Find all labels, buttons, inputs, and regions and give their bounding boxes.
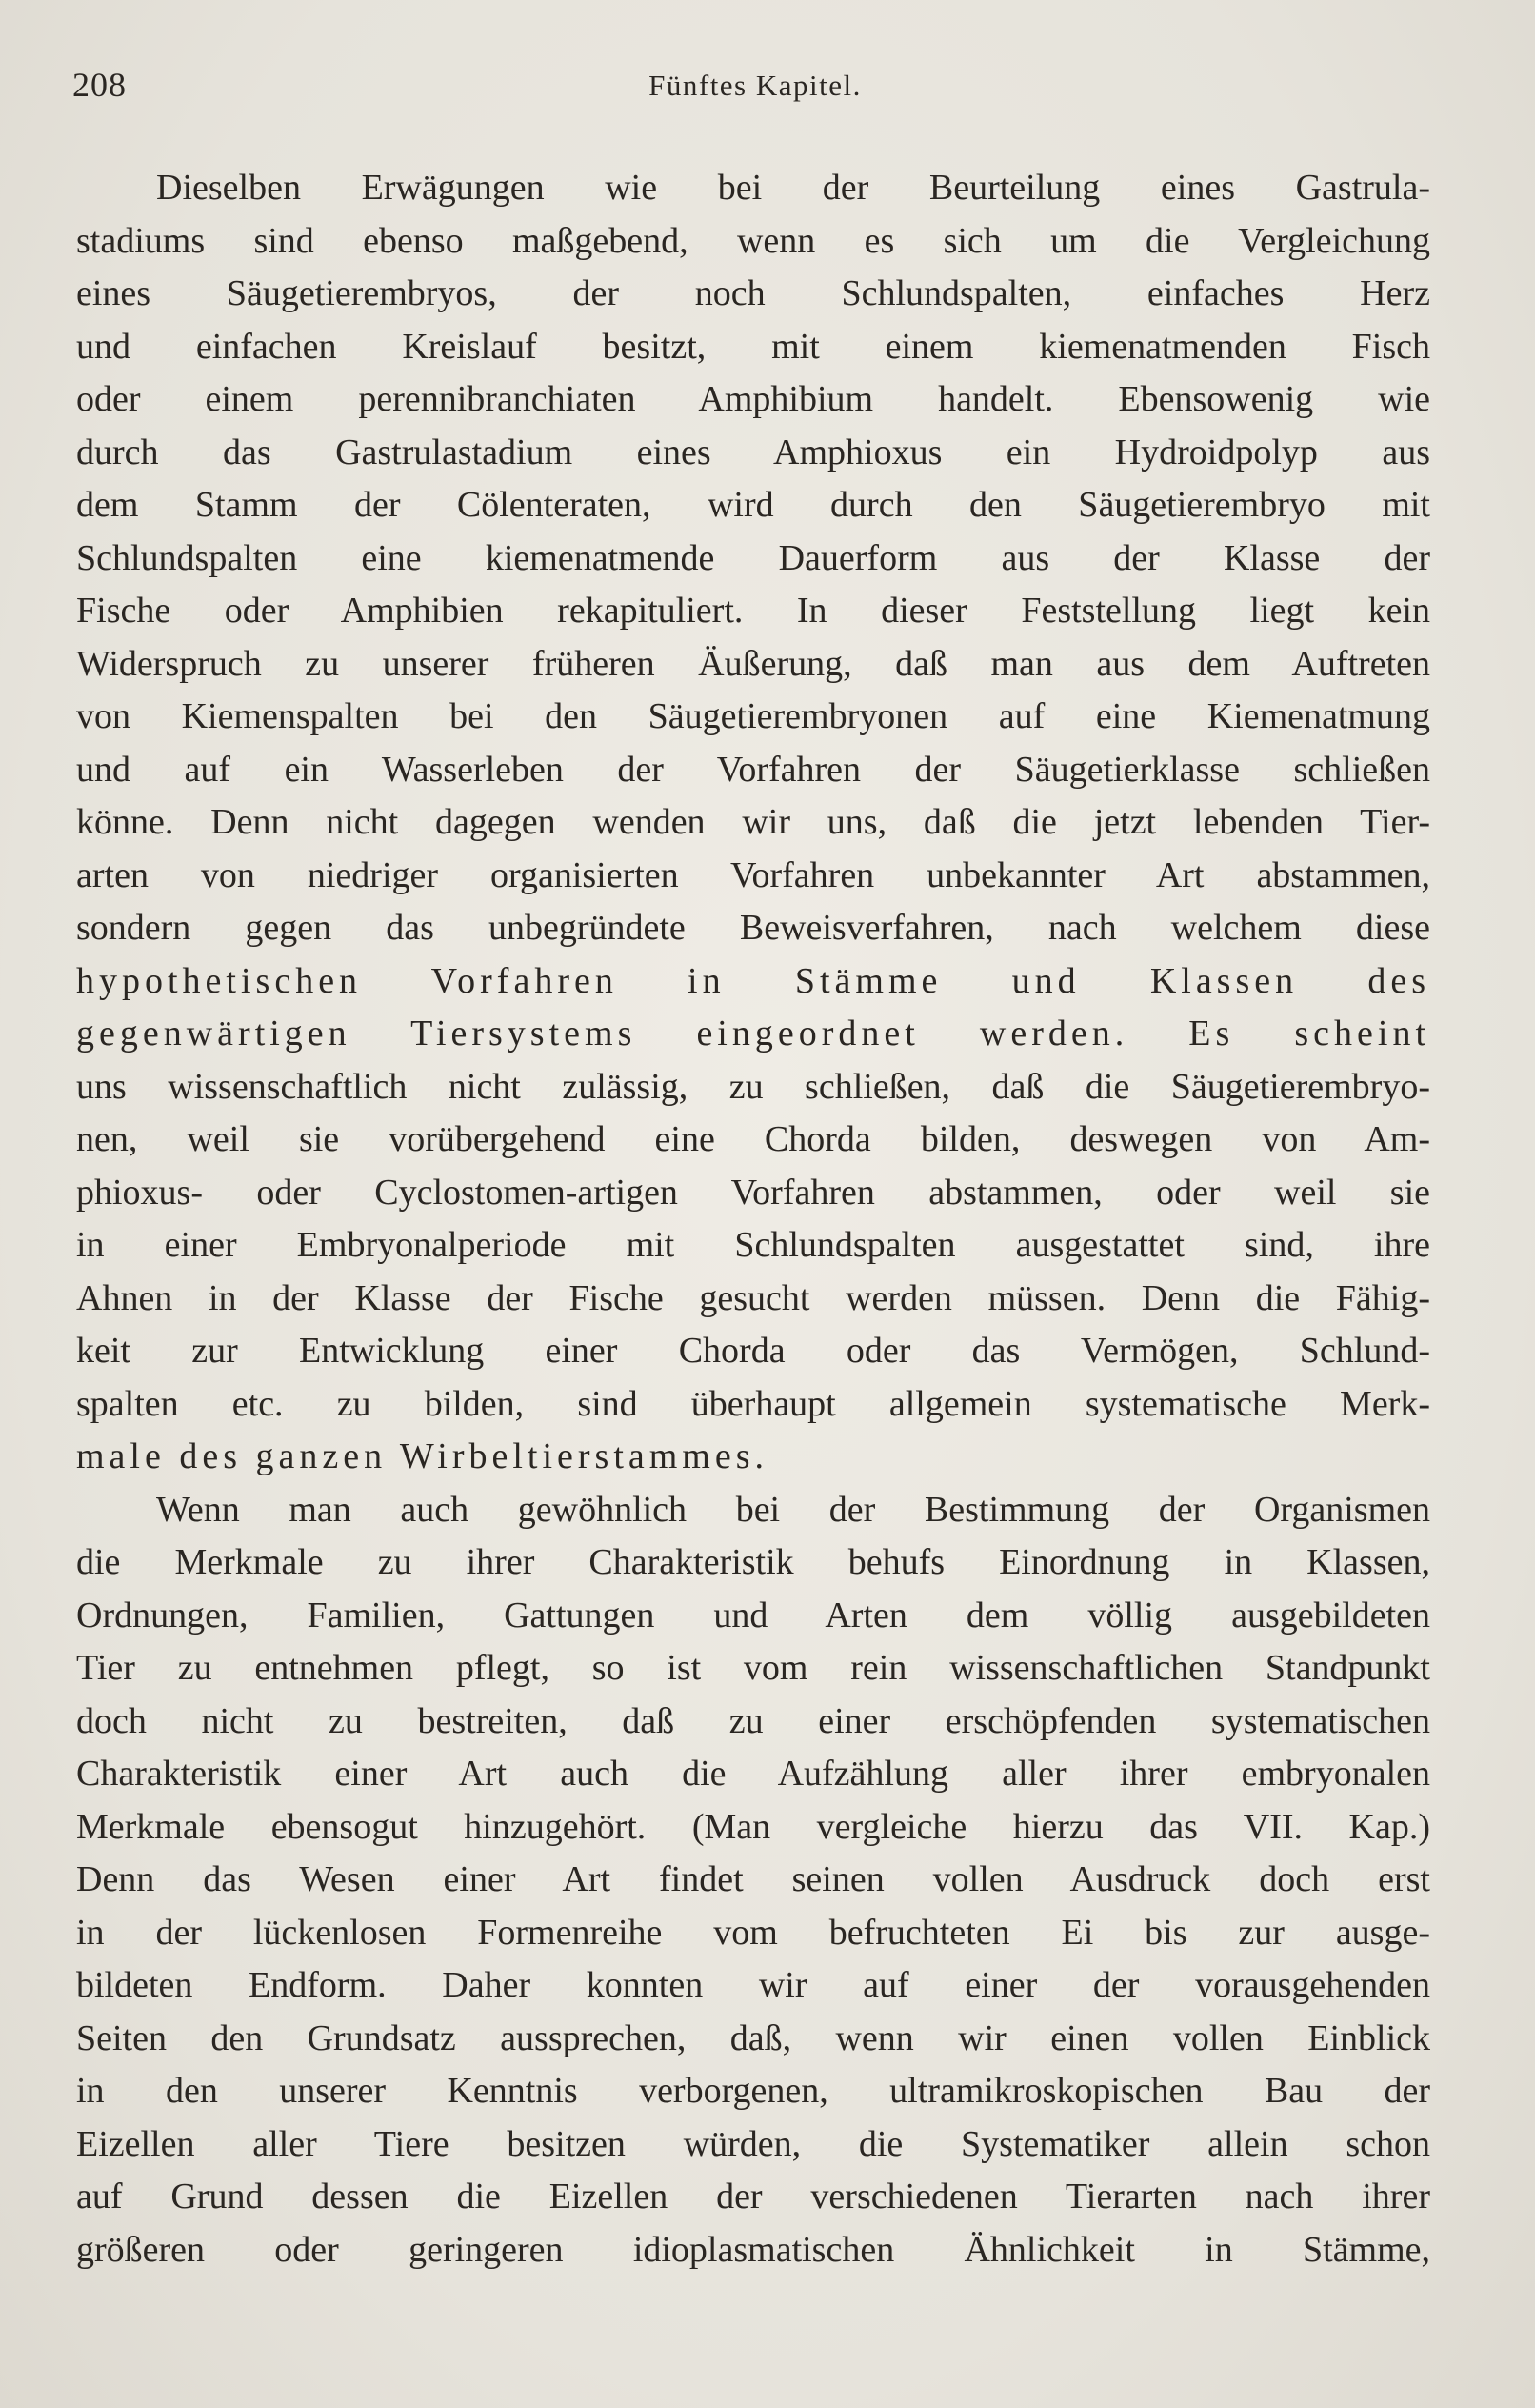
text-line: doch nicht zu bestreiten, daß zu einer erschöpfenden systematischen	[76, 1700, 1430, 1741]
text-line: die Merkmale zu ihrer Charakteristik behufs Einordnung in Klassen,	[76, 1542, 1430, 1582]
text-line: dem Stamm der Cölenteraten, wird durch den Säugetierembryo mit	[76, 485, 1430, 525]
text-line: und einfachen Kreislauf besitzt, mit einem kiemenatmenden Fisch	[76, 326, 1430, 367]
text-line: Seiten den Grundsatz aussprechen, daß, wenn wir einen vollen Einblick	[76, 2017, 1430, 2058]
text-line: Wenn man auch gewöhnlich bei der Bestimmung der Organismen	[156, 1489, 1430, 1530]
text-line-emphasis: hypothetischen Vorfahren in Stämme und Klassen des	[76, 960, 1430, 1001]
text-line: Ordnungen, Familien, Gattungen und Arten dem völlig ausgebildeten	[76, 1595, 1430, 1635]
text-line-emphasis: gegenwärtigen Tiersystems eingeordnet werden. Es scheint	[76, 1013, 1430, 1054]
text-line: keit zur Entwicklung einer Chorda oder das Vermögen, Schlund-	[76, 1331, 1430, 1371]
text-line: Ahnen in der Klasse der Fische gesucht werden müssen. Denn die Fähig-	[76, 1277, 1430, 1318]
text-line: Schlundspalten eine kiemenatmende Dauerform aus der Klasse der	[76, 537, 1430, 578]
text-line: bildeten Endform. Daher konnten wir auf einer der vorausgehenden	[76, 1965, 1430, 2005]
page-header	[72, 65, 1438, 112]
text-line: durch das Gastrulastadium eines Amphioxus ein Hydroidpolyp aus	[76, 431, 1430, 472]
text-line: Fische oder Amphibien rekapituliert. In dieser Feststellung liegt kein	[76, 591, 1430, 631]
text-line: auf Grund dessen die Eizellen der verschiedenen Tierarten nach ihrer	[76, 2177, 1430, 2217]
text-line: nen, weil sie vorübergehend eine Chorda bilden, deswegen von Am-	[76, 1119, 1430, 1159]
text-line: Eizellen aller Tiere besitzen würden, die Systematiker allein schon	[76, 2123, 1430, 2164]
text-line-emphasis: male des ganzen Wirbeltierstammes.	[76, 1436, 769, 1476]
text-line: Tier zu entnehmen pflegt, so ist vom rein wissenschaftlichen Standpunkt	[76, 1648, 1430, 1688]
page-number: 208	[72, 66, 127, 104]
text-line: spalten etc. zu bilden, sind überhaupt allgemein systematische Merk-	[76, 1383, 1430, 1424]
text-line: phioxus- oder Cyclostomen-artigen Vorfahren abstammen, oder weil sie	[76, 1172, 1430, 1213]
text-line: Merkmale ebensogut hinzugehört. (Man vergleiche hierzu das VII. Kap.)	[76, 1806, 1430, 1847]
text-line: oder einem perennibranchiaten Amphibium handelt. Ebensowenig wie	[76, 379, 1430, 419]
text-line: größeren oder geringeren idioplasmatischen Ähnlichkeit in Stämme,	[76, 2229, 1430, 2270]
paragraph-1	[76, 162, 1430, 1484]
text-line: Charakteristik einer Art auch die Aufzählung aller ihrer embryonalen	[76, 1754, 1430, 1794]
text-line: eines Säugetierembryos, der noch Schlundspalten, einfaches Herz	[76, 273, 1430, 313]
running-title: Fünftes Kapitel.	[648, 69, 862, 102]
text-line: Denn das Wesen einer Art findet seinen vollen Ausdruck doch erst	[76, 1859, 1430, 1899]
text-line: Dieselben Erwägungen wie bei der Beurteilung eines Gastrula-	[156, 168, 1430, 208]
text-line: arten von niedriger organisierten Vorfahren unbekannter Art abstammen,	[76, 854, 1430, 895]
text-line: und auf ein Wasserleben der Vorfahren der Säugetierklasse schließen	[76, 749, 1430, 790]
paragraph-2	[76, 1484, 1430, 2278]
text-line: könne. Denn nicht dagegen wenden wir uns, daß die jetzt lebenden Tier-	[76, 802, 1430, 842]
text-line: in der lückenlosen Formenreihe vom befruchteten Ei bis zur ausge-	[76, 1912, 1430, 1953]
text-line: uns wissenschaftlich nicht zulässig, zu schließen, daß die Säugetierembryo-	[76, 1066, 1430, 1107]
text-line: stadiums sind ebenso maßgebend, wenn es sich um die Vergleichung	[76, 220, 1430, 261]
text-line: von Kiemenspalten bei den Säugetierembryonen auf eine Kiemenatmung	[76, 696, 1430, 736]
text-line: in den unserer Kenntnis verborgenen, ultramikroskopischen Bau der	[76, 2071, 1430, 2111]
text-line: Widerspruch zu unserer früheren Äußerung, daß man aus dem Auftreten	[76, 643, 1430, 684]
body-text	[76, 162, 1430, 2277]
text-line: sondern gegen das unbegründete Beweisverfahren, nach welchem diese	[76, 908, 1430, 948]
text-line: in einer Embryonalperiode mit Schlundspalten ausgestattet sind, ihre	[76, 1225, 1430, 1265]
